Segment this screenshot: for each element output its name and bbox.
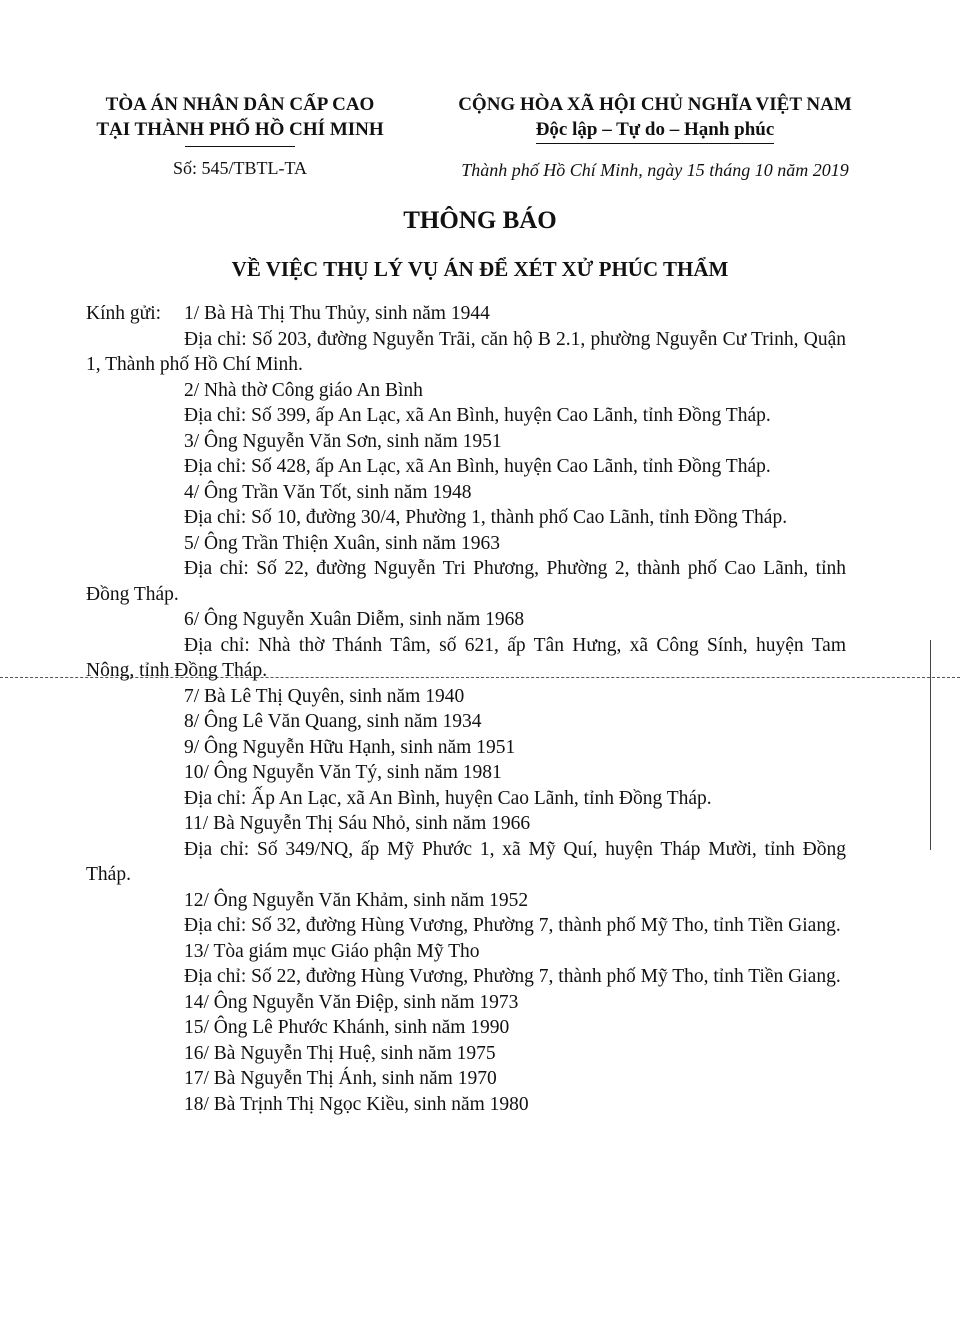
recipient-address: Địa chỉ: Số 399, ấp An Lạc, xã An Bình, huyện Cao Lãnh, tỉnh Đồng Tháp. [184,405,771,426]
nation-motto: Độc lập – Tự do – Hạnh phúc [536,117,775,144]
recipient-name: 5/ Ông Trần Thiện Xuân, sinh năm 1963 [184,532,500,554]
recipient-name: 12/ Ông Nguyễn Văn Khảm, sinh năm 1952 [184,889,529,911]
greeting-label: Kính gửi: [86,303,162,324]
recipient-name: 11/ Bà Nguyễn Thị Sáu Nhỏ, sinh năm 1966 [184,813,531,834]
recipient-name: 14/ Ông Nguyễn Văn Điệp, sinh năm 1973 [184,991,519,1013]
recipient-name: 4/ Ông Trần Văn Tốt, sinh năm 1948 [184,481,472,503]
court-name-line2: TẠI THÀNH PHỐ HỒ CHÍ MINH [96,119,384,140]
recipient-address: Địa chỉ: Ấp An Lạc, xã An Bình, huyện Cao Lãnh, tỉnh Đồng Tháp. [184,787,712,809]
recipient-address: Địa chỉ: Số 349/NQ, ấp Mỹ Phước 1, xã Mỹ Quí, huyện Tháp Mười, tỉnh Đồng Tháp. [86,838,846,885]
recipient-address: Địa chỉ: Nhà thờ Thánh Tâm, số 621, ấp Tân Hưng, xã Công Sính, huyện Tam Nông, tỉnh Đồng Tháp. [86,634,846,681]
recipient-address: Địa chỉ: Số 32, đường Hùng Vương, Phường 7, thành phố Mỹ Tho, tỉnh Tiền Giang. [184,915,841,936]
recipient-address: Địa chỉ: Số 22, đường Nguyễn Tri Phương, Phường 2, thành phố Cao Lãnh, tỉnh Đồng Tháp. [86,558,846,605]
recipient-name: 16/ Bà Nguyễn Thị Huệ, sinh năm 1975 [184,1042,496,1064]
court-name-line1: TÒA ÁN NHÂN DÂN CẤP CAO [105,94,375,115]
recipient-name: 3/ Ông Nguyễn Văn Sơn, sinh năm 1951 [184,430,502,452]
recipient-name: 7/ Bà Lê Thị Quyên, sinh năm 1940 [184,685,465,707]
place-and-date: Thành phố Hồ Chí Minh, ngày 15 tháng 10 năm 2019 [461,160,849,180]
document-number: Số: 545/TBTL-TA [172,158,308,178]
recipient-name: 17/ Bà Nguyễn Thị Ánh, sinh năm 1970 [184,1068,497,1089]
recipient-name: 18/ Bà Trịnh Thị Ngọc Kiều, sinh năm 1980 [184,1093,529,1115]
recipient-list [86,301,846,1117]
court-header-rule [185,146,295,147]
document-subtitle: VỀ VIỆC THỤ LÝ VỤ ÁN ĐỂ XÉT XỬ PHÚC THẨM [231,257,729,281]
recipient-name: 1/ Bà Hà Thị Thu Thủy, sinh năm 1944 [184,303,490,324]
recipient-name: 15/ Ông Lê Phước Khánh, sinh năm 1990 [184,1017,510,1038]
nation-name: CỘNG HÒA XÃ HỘI CHỦ NGHĨA VIỆT NAM [458,94,852,115]
recipient-name: 6/ Ông Nguyễn Xuân Diễm, sinh năm 1968 [184,609,525,630]
recipient-address: Địa chỉ: Số 10, đường 30/4, Phường 1, thành phố Cao Lãnh, tỉnh Đồng Tháp. [184,507,788,528]
scan-edge-line [930,640,931,850]
recipient-address: Địa chỉ: Số 203, đường Nguyễn Trãi, căn hộ B 2.1, phường Nguyễn Cư Trinh, Quận 1, Thành phố Hồ Chí Minh. [86,328,846,375]
nation-header [425,92,885,144]
court-header [60,92,420,147]
recipient-item [86,301,846,327]
recipient-name: 13/ Tòa giám mục Giáo phận Mỹ Tho [184,940,480,962]
document-title: THÔNG BÁO [403,207,557,234]
recipient-name: 8/ Ông Lê Văn Quang, sinh năm 1934 [184,711,482,732]
recipient-name: 10/ Ông Nguyễn Văn Tý, sinh năm 1981 [184,762,502,783]
recipient-address: Địa chỉ: Số 22, đường Hùng Vương, Phường 7, thành phố Mỹ Tho, tỉnh Tiền Giang. [184,966,841,987]
recipient-name: 9/ Ông Nguyễn Hữu Hạnh, sinh năm 1951 [184,736,516,758]
recipient-name: 2/ Nhà thờ Công giáo An Bình [184,379,423,401]
recipient-address: Địa chỉ: Số 428, ấp An Lạc, xã An Bình, huyện Cao Lãnh, tỉnh Đồng Tháp. [184,456,771,477]
